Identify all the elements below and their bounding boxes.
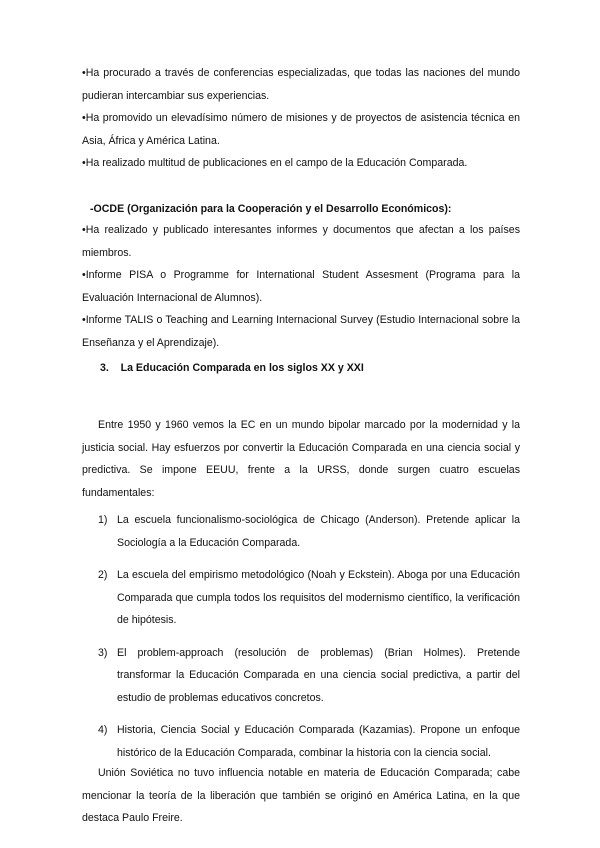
- list-number: 2): [98, 569, 108, 581]
- bullet-item: •Informe PISA o Programme for International Student Assesment (Programa para la Evaluación Internacional de Alumnos).: [82, 269, 520, 304]
- ocde-bullet-list: [82, 219, 520, 354]
- list-item: [82, 642, 520, 710]
- list-text: El problem-approach (resolución de problemas) (Brian Holmes). Pretende transformar la Educación Comparada en una ciencia social predictiva, a partir del estudio de problemas educativos concretos.: [117, 646, 520, 704]
- section-number: 3.: [100, 362, 109, 374]
- section-heading: [100, 357, 364, 379]
- list-text: La escuela del empirismo metodológico (Noah y Eckstein). Aboga por una Educación Comparada que cumpla todos los requisitos del modernismo científico, la verificación de hipótesis.: [117, 569, 520, 626]
- closing-paragraph: [82, 762, 520, 830]
- intro-paragraph: [82, 414, 520, 504]
- list-number: 1): [98, 514, 108, 526]
- list-text: Historia, Ciencia Social y Educación Comparada (Kazamias). Propone un enfoque histórico de la Educación Comparada, combinar la historia con la ciencia social.: [117, 724, 520, 759]
- schools-list: [82, 509, 520, 774]
- section-title: La Educación Comparada en los siglos XX y XXI: [120, 362, 364, 374]
- list-item: [82, 719, 520, 764]
- ocde-heading: -OCDE (Organización para la Cooperación y el Desarrollo Económicos):: [90, 203, 452, 215]
- intro-text: Entre 1950 y 1960 vemos la EC en un mundo bipolar marcado por la modernidad y la justicia social. Hay esfuerzos por convertir la Educación Comparada en una ciencia social y predictiva. Se impone EEUU, frente a la URSS, donde surgen cuatro escuelas fundamentales:: [82, 419, 520, 499]
- bullet-item: •Ha promovido un elevadísimo número de misiones y de proyectos de asistencia técnica en Asia, África y América Latina.: [82, 112, 520, 147]
- bullet-item: •Ha realizado multitud de publicaciones en el campo de la Educación Comparada.: [82, 157, 468, 169]
- list-item: [82, 509, 520, 554]
- bullet-item: •Ha procurado a través de conferencias especializadas, que todas las naciones del mundo pudieran intercambiar sus experiencias.: [82, 67, 520, 102]
- bullet-item: •Ha realizado y publicado interesantes informes y documentos que afectan a los países miembros.: [82, 224, 520, 259]
- list-text: La escuela funcionalismo-sociológica de Chicago (Anderson). Pretende aplicar la Sociología a la Educación Comparada.: [117, 514, 520, 549]
- bullet-item: •Informe TALIS o Teaching and Learning Internacional Survey (Estudio Internacional sobre la Enseñanza y el Aprendizaje).: [82, 314, 520, 349]
- list-number: 4): [98, 724, 108, 736]
- list-number: 3): [98, 646, 108, 659]
- closing-text: Unión Soviética no tuvo influencia notable en materia de Educación Comparada; cabe mencionar la teoría de la liberación que también se originó en América Latina, en la que destaca Paulo Freire.: [82, 767, 520, 824]
- list-item: [82, 564, 520, 632]
- unesco-bullet-list: [82, 62, 520, 175]
